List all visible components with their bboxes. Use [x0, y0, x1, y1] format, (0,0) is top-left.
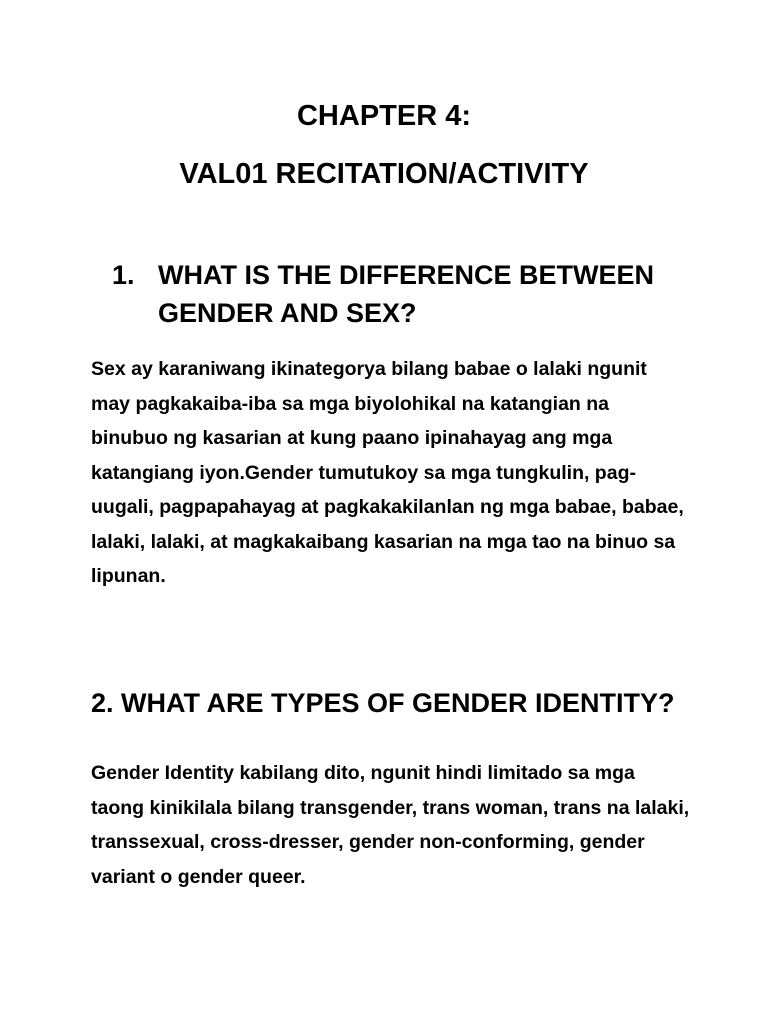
chapter-subtitle: VAL01 RECITATION/ACTIVITY: [179, 158, 589, 190]
question-2-answer: Gender Identity kabilang dito, ngunit hindi limitado sa mga taong kinikilala bilang transgender, trans woman, trans na lalaki, transsexual, cross-dresser, gender non-conforming, gender variant o gender queer.: [91, 762, 690, 888]
chapter-title: CHAPTER 4:: [296, 100, 471, 132]
question-1-number: 1.: [112, 260, 135, 290]
question-2-heading: 2. WHAT ARE TYPES OF GENDER IDENTITY?: [91, 688, 675, 718]
question-1-text: WHAT IS THE DIFFERENCE BETWEEN GENDER AND SEX?: [158, 260, 654, 328]
question-1-answer: Sex ay karaniwang ikinategorya bilang babae o lalaki ngunit may pagkakaiba-iba sa mga biyolohikal na katangian na binubuo ng kasarian at kung paano ipinahayag ang mga katangiang iyon.Gender tumutukoy sa mga tungkulin, pag-uugali, pagpapahayag at pagkakakilanlan ng mga babae, babae, lalaki, lalaki, at magkakaibang kasarian na mga tao na binuo sa lipunan.: [91, 358, 684, 587]
